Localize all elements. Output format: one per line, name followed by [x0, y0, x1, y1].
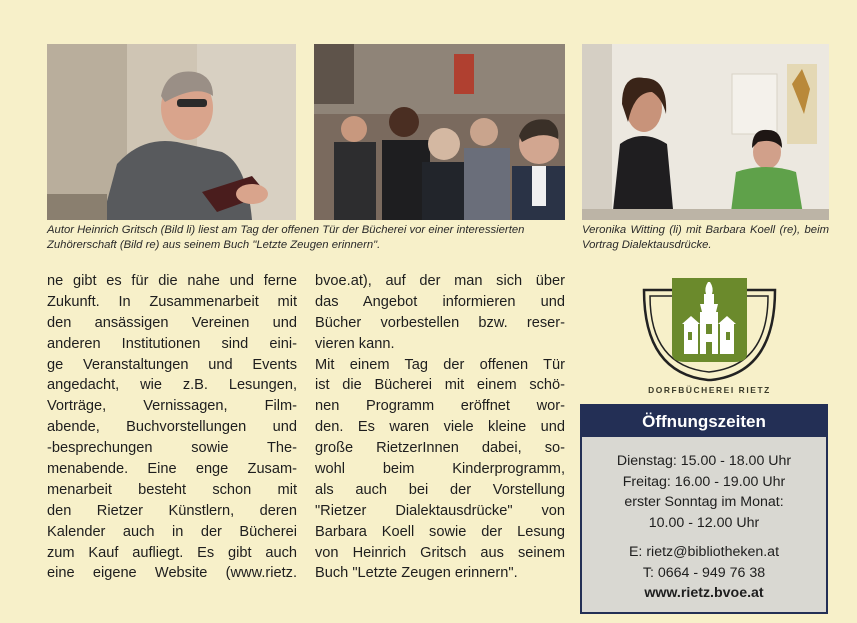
library-logo-text: DORFBÜCHEREI RIETZ: [648, 385, 771, 395]
article-line: den. Es waren viele kleine und: [315, 419, 565, 436]
phone-number: T: 0664 - 949 76 38: [642, 564, 766, 581]
article-line: menarbeit besteht schon mit: [47, 481, 297, 498]
hours-line: Freitag: 16.00 - 19.00 Uhr: [622, 473, 786, 490]
article-column-1: [47, 271, 297, 584]
article-line: den ansässigen Vereinen und: [47, 314, 297, 331]
opening-hours-title: Öffnungszeiten: [582, 406, 826, 437]
article-line: Kalender auch in der Bücherei: [47, 523, 297, 540]
article-line: zum Kauf aufliegt. Es gibt auch: [47, 544, 297, 561]
article-line: von Heinrich Gritsch aus seinem: [315, 544, 565, 561]
library-logo: [636, 268, 783, 398]
email-address[interactable]: E: rietz@bibliotheken.at: [628, 544, 780, 560]
article-line: bvoe.at), auf der man sich über: [315, 273, 565, 289]
photo-audience: [314, 44, 565, 220]
photo-author-reading: [47, 44, 296, 220]
article-line: eine eigene Website (www.rietz.: [47, 565, 297, 582]
opening-hours-box: [580, 404, 828, 614]
article-line: Mit einem Tag der offenen Tür: [315, 356, 565, 373]
article-line: Zukunft. In Zusammenarbeit mit: [47, 293, 297, 310]
article-column-2: [315, 271, 565, 584]
library-logo-graphic: [636, 268, 783, 386]
article-line: große RietzerInnen dabei, so-: [315, 440, 565, 457]
photo-caption-right: Veronika Witting (li) mit Barbara Koell (re), beim Vortrag Dialektausdrücke.: [582, 224, 829, 251]
article-line: angedacht, wie z.B. Lesungen,: [47, 377, 297, 394]
hours-line: erster Sonntag im Monat:: [624, 494, 784, 510]
hours-line: Dienstag: 15.00 - 18.00 Uhr: [616, 453, 792, 469]
article-line: abende, Buchvorstellungen und: [47, 419, 297, 436]
article-line: "Rietzer Dialektausdrücke" von: [315, 502, 565, 519]
article-line: ist die Bücherei mit einem schö-: [315, 377, 565, 394]
article-line: wohl beim Kinderprogramm,: [315, 461, 565, 478]
opening-hours-body: [582, 437, 826, 604]
article-line: Bücher vorbestellen bzw. reser-: [315, 314, 565, 331]
article-line: den Rietzer Künstlern, deren: [47, 502, 297, 519]
article-line: -besprechungen sowie The-: [47, 440, 297, 457]
article-line: vieren kann.: [315, 335, 395, 352]
article-line: als auch bei der Vorstellung: [315, 481, 565, 498]
spacer: [582, 533, 826, 542]
article-line: anderen Institutionen sind eini-: [47, 335, 297, 352]
article-line: nen Programm eröffnet wor-: [315, 398, 565, 415]
article-line: das Angebot informieren und: [315, 293, 565, 310]
article-line: ge Veranstaltungen und Events: [47, 356, 297, 373]
article-line: ne gibt es für die nahe und ferne: [47, 273, 297, 289]
article-line: Barbara Koell sowie der Lesung: [315, 523, 565, 540]
website-link[interactable]: www.rietz.bvoe.at: [644, 585, 764, 601]
photo-caption-left: Autor Heinrich Gritsch (Bild li) liest am Tag der offenen Tür der Bücherei vor einer interessierten Zuhörerschaft (Bild re) aus seinem Buch "Letzte Zeugen erinnern".: [47, 224, 525, 251]
article-line: menabende. Eine enge Zusam-: [47, 461, 297, 478]
article-line: Vorträge, Vernissagen, Film-: [47, 398, 297, 415]
hours-line: 10.00 - 12.00 Uhr: [648, 514, 760, 531]
article-line: Buch "Letzte Zeugen erinnern".: [315, 565, 518, 582]
photo-dialect-talk: [582, 44, 829, 220]
